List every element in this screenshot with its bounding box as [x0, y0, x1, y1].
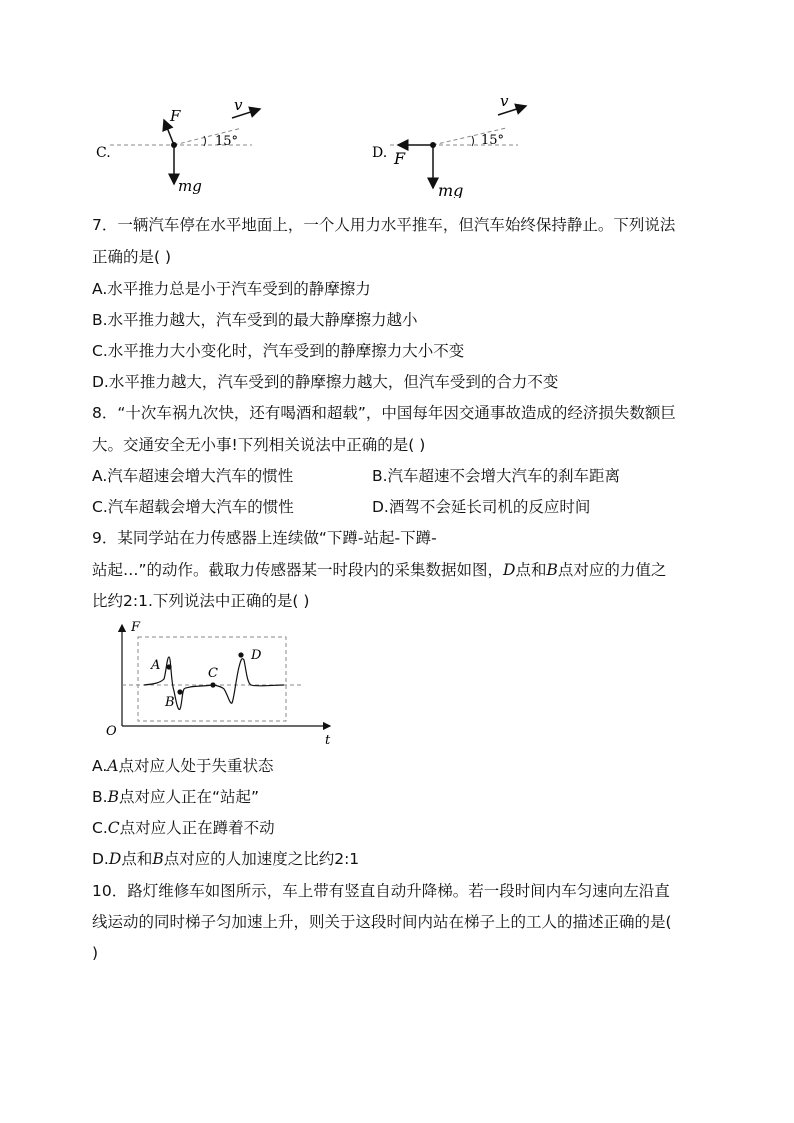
gravity-label: mg [178, 177, 202, 195]
q7-stem-line1: 7．一辆汽车停在水平地面上，一个人用力水平推车，但汽车始终保持静止。下列说法 [92, 216, 676, 234]
point-b [177, 689, 182, 694]
q7-option-d: D.水平推力越大，汽车受到的静摩擦力越大，但汽车受到的合力不变 [92, 373, 559, 391]
option-d-letter: D. [372, 145, 388, 161]
q7-stem-line2: 正确的是( ) [92, 248, 172, 266]
point-d [238, 652, 243, 657]
q8-option-b: B.汽车超速不会增大汽车的刹车距离 [372, 467, 621, 485]
q7-option-a: A.水平推力总是小于汽车受到的静摩擦力 [92, 280, 371, 298]
figure-option-c [92, 92, 262, 197]
q9-option-b: B.B点对应人正在“站起” [92, 788, 260, 806]
force-diagram-d [368, 88, 540, 198]
q10-stem-line1: 10．路灯维修车如图所示，车上带有竖直自动升降梯。若一段时间内车匀速向左沿直 [92, 882, 670, 900]
origin-label: O [106, 724, 117, 739]
q9-stem-line2: 站起…”的动作。截取力传感器某一时段内的采集数据如图，D点和B点对应的力值之 [92, 561, 667, 579]
object-point [430, 142, 436, 148]
label-d: D [251, 648, 262, 663]
gravity-label: mg [438, 181, 464, 198]
angle-label: 15° [215, 134, 239, 149]
option-c-letter: C. [96, 145, 111, 161]
point-c [210, 682, 215, 687]
q8-option-a: A.汽车超速会增大汽车的惯性 [92, 467, 294, 485]
q7-option-b: B.水平推力越大，汽车受到的最大静摩擦力越小 [92, 311, 418, 329]
velocity-label: v [500, 92, 509, 110]
object-point [171, 142, 177, 148]
angle-arc [472, 136, 474, 146]
q9-stem-line1: 9．某同学站在力传感器上连续做“下蹲-站起-下蹲- [92, 529, 437, 547]
q10-stem-line3: ) [92, 944, 99, 962]
q8-stem-line1: 8．“十次车祸九次快，还有喝酒和超载”，中国每年因交通事故造成的经济损失数额巨 [92, 404, 676, 422]
q9-option-d: D.D点和B点对应的人加速度之比约2:1 [92, 850, 360, 868]
q9-option-a: A.A点对应人处于失重状态 [92, 757, 274, 775]
point-a [166, 664, 171, 669]
force-f-label: F [394, 149, 406, 168]
f-axis-label: F [131, 620, 141, 635]
label-c: C [208, 666, 218, 681]
velocity-label: v [234, 96, 243, 114]
label-a: A [151, 658, 161, 673]
label-b: B [165, 695, 175, 710]
angle-label: 15° [481, 133, 505, 148]
angle-arc [204, 136, 206, 146]
t-axis-label: t [325, 733, 331, 748]
q9-option-c: C.C点对应人正在蹲着不动 [92, 819, 275, 837]
q9-stem-line3: 比约2:1.下列说法中正确的是( ) [92, 592, 310, 610]
q8-option-c: C.汽车超载会增大汽车的惯性 [92, 498, 294, 516]
force-diagram-c [92, 92, 262, 197]
force-sensor-graph [104, 617, 344, 749]
q8-option-d: D.酒驾不会延长司机的反应时间 [372, 498, 591, 516]
q10-stem-line2: 线运动的同时梯子匀加速上升，则关于这段时间内站在梯子上的工人的描述正确的是( [92, 913, 672, 931]
q7-option-c: C.水平推力大小变化时，汽车受到的静摩擦力大小不变 [92, 342, 465, 360]
force-time-plot [104, 617, 344, 749]
q8-stem-line2: 大。交通安全无小事!下列相关说法中正确的是( ) [92, 436, 426, 454]
force-f-label: F [170, 107, 181, 125]
figure-option-d [368, 88, 540, 198]
